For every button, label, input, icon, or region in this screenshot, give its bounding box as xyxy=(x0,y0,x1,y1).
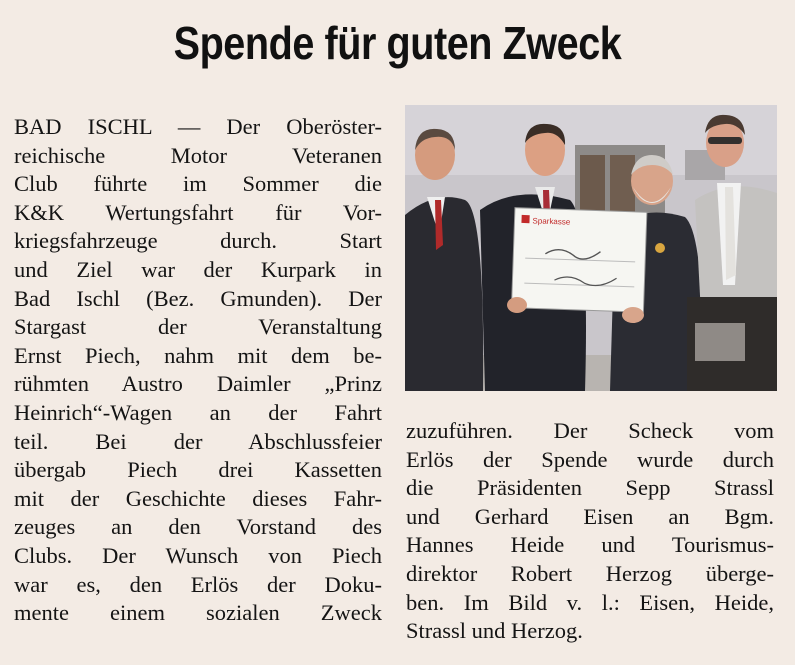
text-line: ben. Im Bild v. l.: Eisen, Heide, xyxy=(406,589,774,615)
text-line: Ernst Piech, nahm mit dem be- xyxy=(14,342,382,368)
text-line: direktor Robert Herzog überge- xyxy=(406,560,774,586)
text-line: Clubs. Der Wunsch von Piech xyxy=(14,542,382,568)
text-line: mit der Geschichte dieses Fahr- xyxy=(14,485,382,511)
text-line: übergab Piech drei Kassetten xyxy=(14,457,382,483)
article-right-column xyxy=(406,417,774,646)
text-line: zuzuführen. Der Scheck vom xyxy=(406,418,774,443)
text-line: zeuges an den Vorstand des xyxy=(14,514,382,540)
cheque-bank-label: Sparkasse xyxy=(532,216,571,227)
text-line: Erlös der Spende wurde durch xyxy=(406,446,774,472)
text-line: und Ziel war der Kurpark in xyxy=(14,256,382,282)
headline: Spende für guten Zweck xyxy=(173,17,622,69)
text-line: war es, den Erlös der Doku- xyxy=(14,571,382,597)
text-line: rühmten Austro Daimler „Prinz xyxy=(14,371,382,397)
text-line: kriegsfahrzeuge durch. Start xyxy=(14,228,382,254)
text-line: BAD ISCHL — Der Oberöster- xyxy=(14,114,382,139)
text-line: die Präsidenten Sepp Strassl xyxy=(406,475,774,501)
text-line: und Gerhard Eisen an Bgm. xyxy=(406,503,774,529)
text-line: teil. Bei der Abschlussfeier xyxy=(14,428,382,454)
text-line: K&K Wertungsfahrt für Vor- xyxy=(14,199,382,225)
article-photo xyxy=(405,105,777,391)
text-line: Hannes Heide und Tourismus- xyxy=(406,532,774,558)
text-line: Strassl und Herzog. xyxy=(406,618,583,644)
text-line: Bad Ischl (Bez. Gmunden). Der xyxy=(14,285,382,311)
text-line: mente einem sozialen Zweck xyxy=(14,600,382,626)
text-line: Heinrich“-Wagen an der Fahrt xyxy=(14,399,382,425)
photo-illustration xyxy=(405,105,777,391)
text-line: Stargast der Veranstaltung xyxy=(14,314,382,340)
article-left-column xyxy=(14,113,382,628)
text-line: reichische Motor Veteranen xyxy=(14,142,382,168)
text-line: Club führte im Sommer die xyxy=(14,171,382,197)
